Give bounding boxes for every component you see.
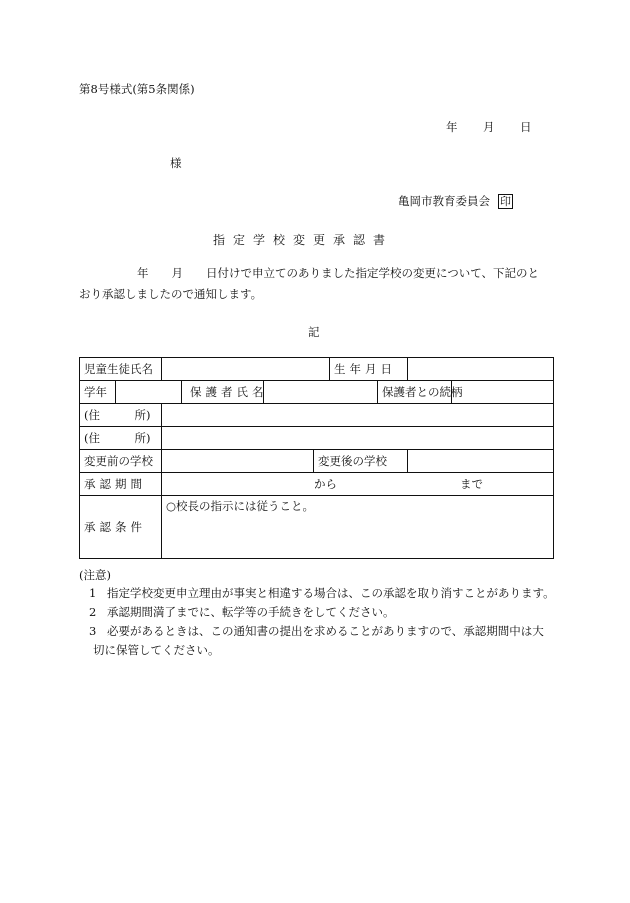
addressee-suffix: 様 [170, 156, 182, 170]
table-row [80, 358, 554, 381]
guardian-name-label: 保護者氏名 [182, 381, 264, 404]
period-from: から [314, 477, 337, 491]
table-row [80, 381, 554, 404]
body-paragraph [79, 263, 559, 305]
school-after-value [408, 450, 554, 473]
body-line-1: 年 月 日付けで申立てのありました指定学校の変更について、下記のと [137, 266, 540, 280]
issuer-name: 亀岡市教育委員会 [398, 194, 490, 208]
conditions-value: ○校長の指示には従うこと。 [162, 496, 554, 559]
date-line [446, 119, 532, 135]
student-name-value [162, 358, 330, 381]
school-before-label: 変更前の学校 [80, 450, 162, 473]
list-item: 1 指定学校変更申立理由が事実と相違する場合は、この承認を取り消すことがあります。 [89, 586, 555, 600]
student-name-label: 児童生徒氏名 [80, 358, 162, 381]
month-label: 月 [483, 120, 495, 134]
address-label-1: (住 所) [80, 404, 162, 427]
seal-mark: 印 [500, 195, 511, 208]
dob-value [408, 358, 554, 381]
guardian-name-value [264, 381, 378, 404]
body-line-2: おり承認しましたので通知します。 [79, 287, 263, 301]
table-row [80, 450, 554, 473]
period-value [162, 473, 554, 496]
form-number: 第8号様式(第5条関係) [79, 82, 195, 96]
notes-list [79, 584, 559, 660]
list-item: 2 承認期間満了までに、転学等の手続きをしてください。 [89, 605, 395, 619]
address-value-2 [162, 427, 554, 450]
table-row [80, 473, 554, 496]
period-to: まで [460, 477, 483, 491]
relation-label: 保護者との続柄 [378, 381, 452, 404]
address-value-1 [162, 404, 554, 427]
table-row [80, 427, 554, 450]
conditions-label: 承認条件 [80, 496, 162, 559]
year-label: 年 [446, 120, 458, 134]
issuer-block [398, 193, 513, 209]
table-row [80, 496, 554, 559]
relation-value [452, 381, 554, 404]
address-label-2: (住 所) [80, 427, 162, 450]
school-after-label: 変更後の学校 [314, 450, 408, 473]
ki-heading: 記 [308, 325, 320, 339]
notes-heading: (注意) [79, 568, 111, 582]
approval-table [79, 357, 554, 559]
grade-label: 学年 [80, 381, 116, 404]
list-item: 3 必要があるときは、この通知書の提出を求めることがありますので、承認期間中は大 [89, 624, 544, 638]
school-before-value [162, 450, 314, 473]
document-title: 指定学校変更承認書 [213, 233, 394, 247]
table-row [80, 404, 554, 427]
grade-value [116, 381, 182, 404]
day-label: 日 [520, 120, 532, 134]
dob-label: 生年月日 [330, 358, 408, 381]
period-label: 承認期間 [80, 473, 162, 496]
list-item-continuation: 切に保管してください。 [93, 643, 220, 657]
